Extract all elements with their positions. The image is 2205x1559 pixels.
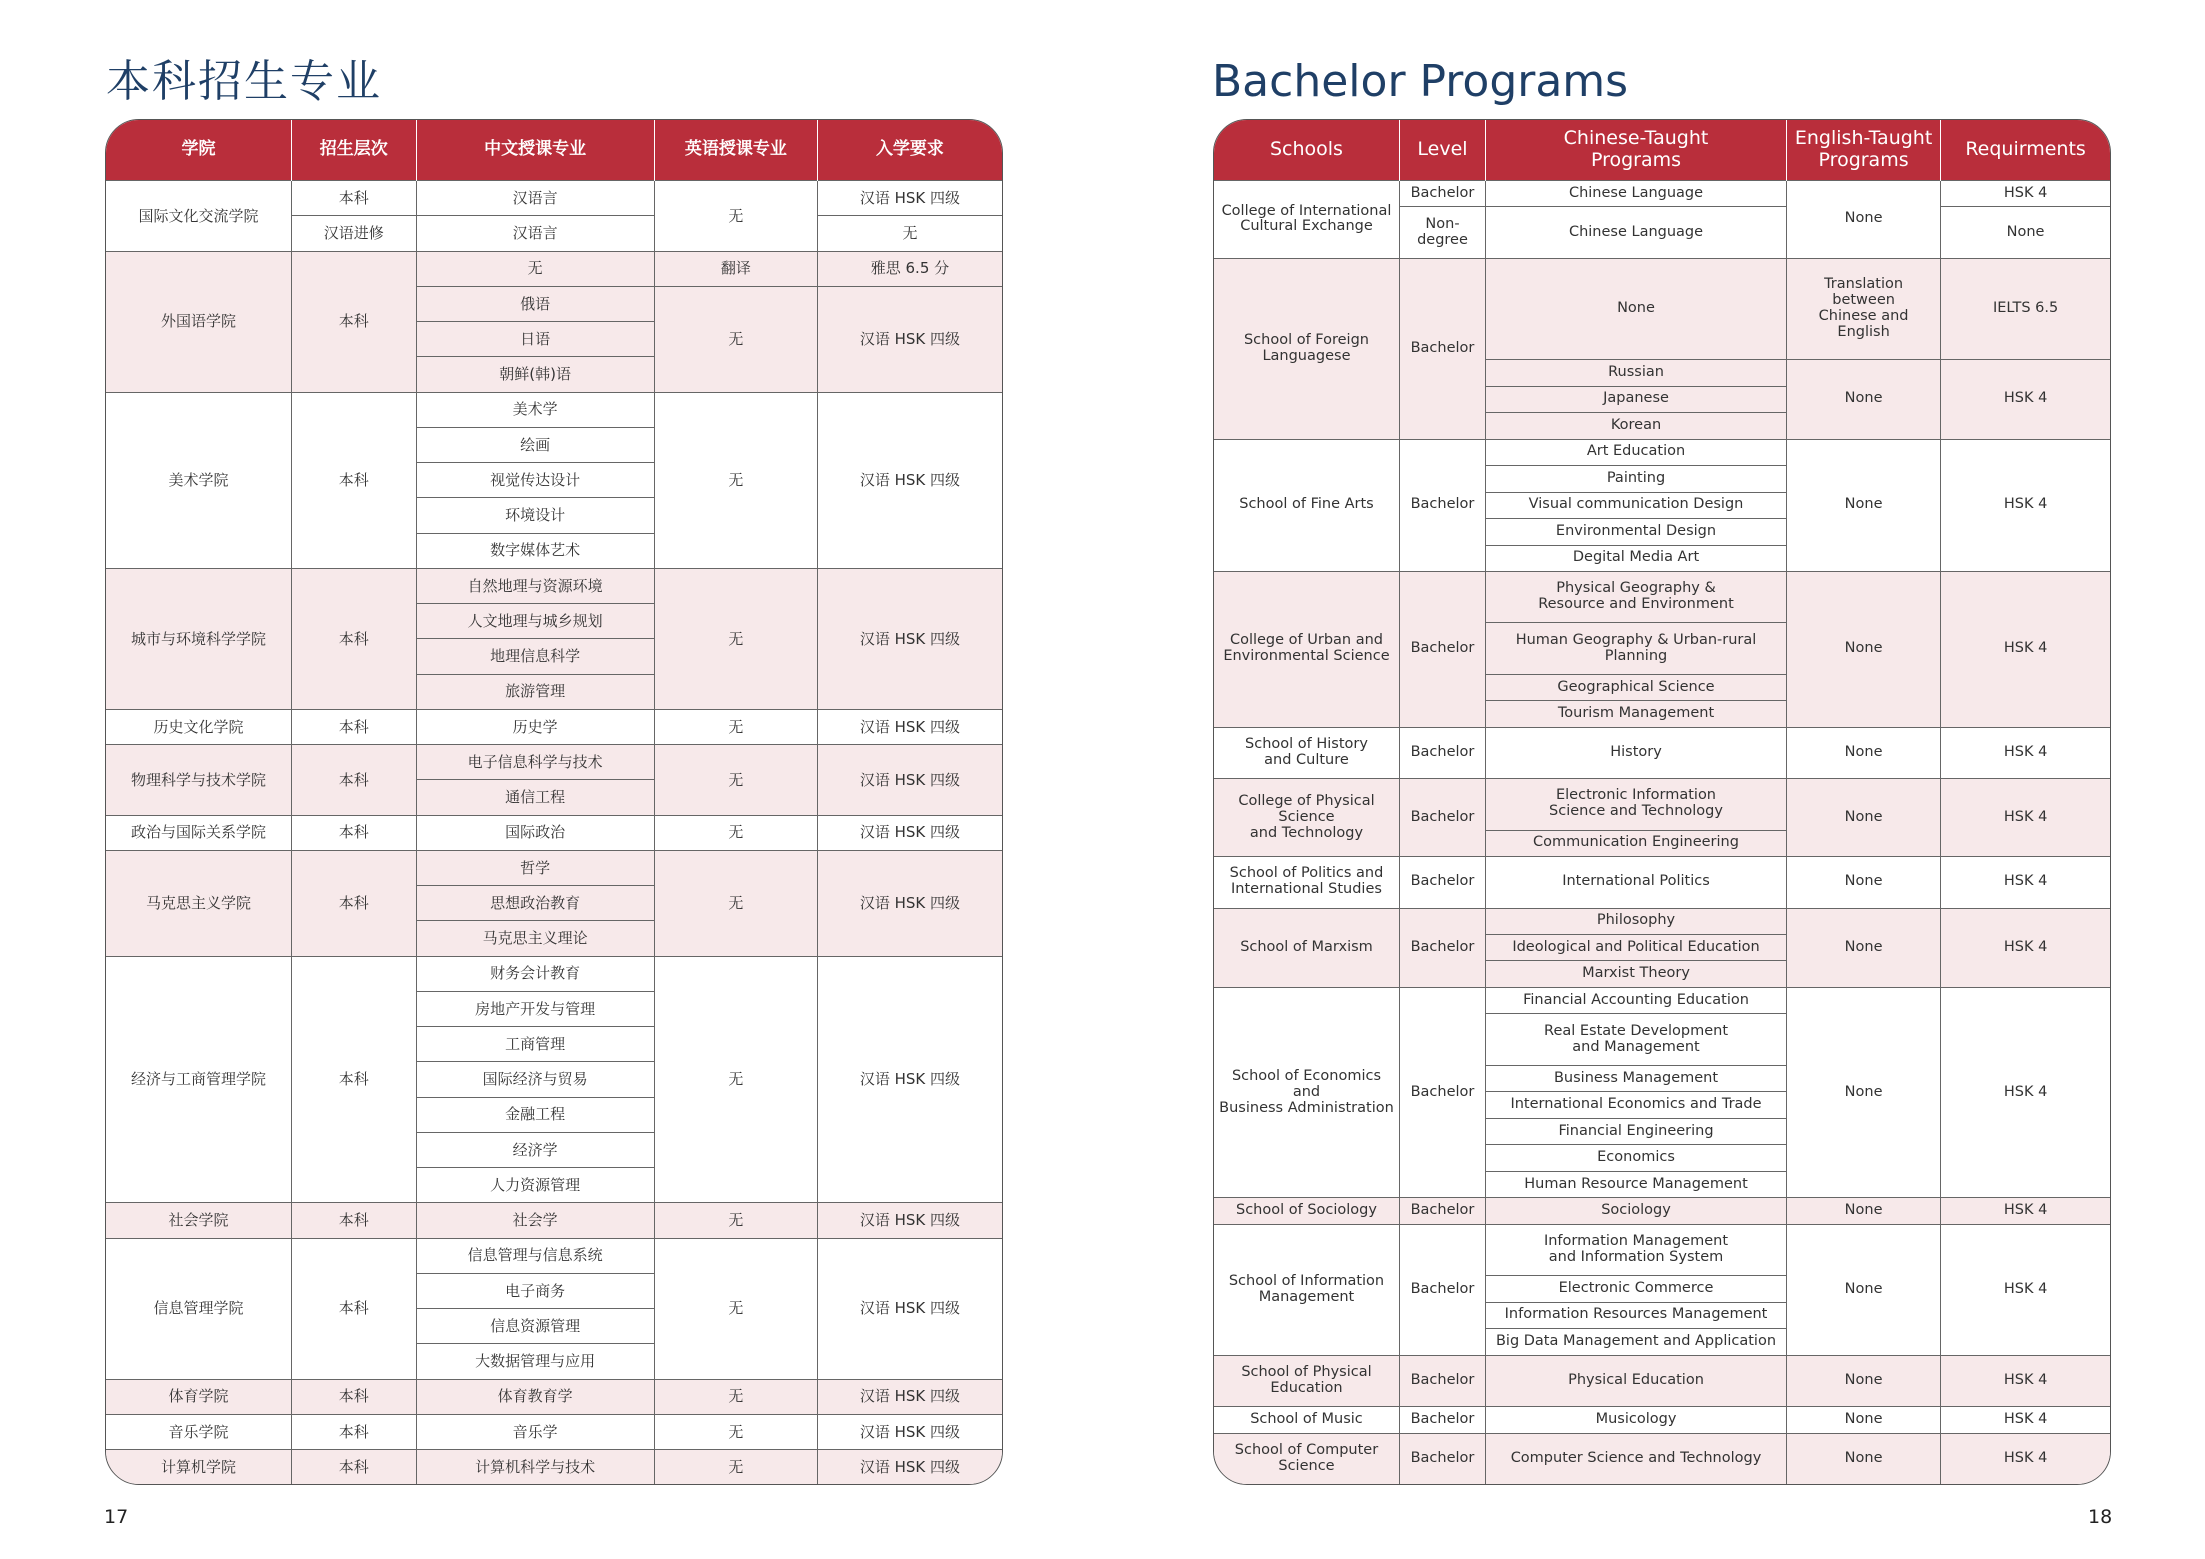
cell-requirement: 汉语 HSK 四级: [817, 1238, 1002, 1379]
cell-english-program: None: [1787, 779, 1941, 857]
cell-requirement: 汉语 HSK 四级: [817, 850, 1002, 956]
cell-chinese-program: 财务会计教育: [416, 956, 654, 991]
cell-chinese-program: 经济学: [416, 1132, 654, 1167]
cell-chinese-program: 美术学: [416, 392, 654, 427]
cell-chinese-program: Human Resource Management: [1485, 1171, 1786, 1197]
table-row: [1214, 779, 2110, 830]
cell-requirement: 汉语 HSK 四级: [817, 1379, 1002, 1414]
table-row: [106, 1203, 1002, 1238]
cell-school: School of Economics and Business Administration: [1214, 987, 1399, 1197]
cell-english-program: None: [1787, 857, 1941, 908]
cell-level: Bachelor: [1399, 572, 1485, 728]
cell-chinese-program: Financial Accounting Education: [1485, 987, 1786, 1013]
cell-requirement: HSK 4: [1941, 572, 2110, 728]
table-row: [106, 1450, 1002, 1485]
cell-school: School of Music: [1214, 1407, 1399, 1433]
cell-chinese-program: Human Geography & Urban-rural Planning: [1485, 623, 1786, 674]
header-requirements: 入学要求: [817, 120, 1002, 181]
cell-chinese-program: Sociology: [1485, 1198, 1786, 1224]
cell-chinese-program: Physical Geography & Resource and Environment: [1485, 572, 1786, 623]
cell-chinese-program: Electronic Commerce: [1485, 1276, 1786, 1302]
programs-table-chinese: [106, 120, 1002, 1484]
cell-chinese-program: 计算机科学与技术: [416, 1450, 654, 1485]
programs-table-english: [1214, 120, 2110, 1484]
cell-school: 经济与工商管理学院: [106, 956, 291, 1203]
cell-chinese-program: Art Education: [1485, 439, 1786, 465]
cell-chinese-program: 日语: [416, 322, 654, 357]
header-requirements: Requirments: [1941, 120, 2110, 181]
cell-english-program: 无: [654, 956, 817, 1203]
cell-level: 本科: [291, 181, 416, 216]
cell-chinese-program: 社会学: [416, 1203, 654, 1238]
cell-level: 本科: [291, 1203, 416, 1238]
cell-chinese-program: 无: [416, 251, 654, 286]
cell-chinese-program: Degital Media Art: [1485, 545, 1786, 571]
cell-level: 本科: [291, 392, 416, 568]
table-row: [1214, 1407, 2110, 1433]
cell-chinese-program: 金融工程: [416, 1097, 654, 1132]
cell-requirement: 汉语 HSK 四级: [817, 286, 1002, 392]
cell-school: 计算机学院: [106, 1450, 291, 1485]
cell-english-program: 无: [654, 850, 817, 956]
cell-school: School of Marxism: [1214, 908, 1399, 987]
cell-chinese-program: 环境设计: [416, 498, 654, 533]
cell-english-program: Translation between Chinese and English: [1787, 258, 1941, 359]
cell-chinese-program: 马克思主义理论: [416, 921, 654, 956]
cell-chinese-program: Communication Engineering: [1485, 830, 1786, 856]
cell-level: Non-degree: [1399, 207, 1485, 258]
cell-requirement: HSK 4: [1941, 779, 2110, 857]
cell-chinese-program: Environmental Design: [1485, 519, 1786, 545]
cell-school: 体育学院: [106, 1379, 291, 1414]
cell-level: Bachelor: [1399, 181, 1485, 207]
cell-school: School of Fine Arts: [1214, 439, 1399, 571]
header-english-programs: English-Taught Programs: [1787, 120, 1941, 181]
table-row: [106, 1414, 1002, 1449]
cell-chinese-program: 自然地理与资源环境: [416, 568, 654, 603]
cell-school: School of Sociology: [1214, 1198, 1399, 1224]
cell-school: School of Politics and International Studies: [1214, 857, 1399, 908]
cell-requirement: HSK 4: [1941, 1355, 2110, 1406]
cell-requirement: 汉语 HSK 四级: [817, 956, 1002, 1203]
cell-english-program: None: [1787, 181, 1941, 259]
cell-chinese-program: Korean: [1485, 413, 1786, 439]
cell-chinese-program: 视觉传达设计: [416, 463, 654, 498]
cell-level: Bachelor: [1399, 857, 1485, 908]
cell-chinese-program: 音乐学: [416, 1414, 654, 1449]
table-row: [1214, 857, 2110, 908]
cell-school: School of Physical Education: [1214, 1355, 1399, 1406]
cell-requirement: HSK 4: [1941, 1407, 2110, 1433]
header-level: 招生层次: [291, 120, 416, 181]
header-school: Schools: [1214, 120, 1399, 181]
cell-english-program: 无: [654, 568, 817, 709]
cell-chinese-program: 工商管理: [416, 1027, 654, 1062]
cell-level: Bachelor: [1399, 1407, 1485, 1433]
cell-english-program: None: [1787, 1407, 1941, 1433]
cell-school: 社会学院: [106, 1203, 291, 1238]
table-row: [106, 251, 1002, 286]
page-number-right: 18: [2088, 1506, 2113, 1528]
cell-english-program: 无: [654, 392, 817, 568]
cell-chinese-program: Marxist Theory: [1485, 961, 1786, 987]
table-row: [106, 1379, 1002, 1414]
cell-requirement: 无: [817, 216, 1002, 251]
cell-requirement: 汉语 HSK 四级: [817, 709, 1002, 744]
cell-english-program: None: [1787, 1355, 1941, 1406]
cell-chinese-program: 房地产开发与管理: [416, 991, 654, 1026]
cell-chinese-program: 哲学: [416, 850, 654, 885]
cell-level: Bachelor: [1399, 779, 1485, 857]
cell-chinese-program: Economics: [1485, 1145, 1786, 1171]
cell-school: School of Information Management: [1214, 1224, 1399, 1355]
cell-school: 美术学院: [106, 392, 291, 568]
cell-chinese-program: 国际经济与贸易: [416, 1062, 654, 1097]
cell-level: Bachelor: [1399, 1224, 1485, 1355]
cell-chinese-program: 数字媒体艺术: [416, 533, 654, 568]
cell-requirement: 雅思 6.5 分: [817, 251, 1002, 286]
cell-level: Bachelor: [1399, 258, 1485, 439]
cell-requirement: 汉语 HSK 四级: [817, 815, 1002, 850]
table-row: [106, 1238, 1002, 1273]
cell-level: 本科: [291, 850, 416, 956]
cell-chinese-program: Geographical Science: [1485, 674, 1786, 700]
cell-chinese-program: 通信工程: [416, 780, 654, 815]
table-row: [1214, 727, 2110, 778]
cell-chinese-program: None: [1485, 258, 1786, 359]
cell-level: 本科: [291, 709, 416, 744]
cell-chinese-program: Information Resources Management: [1485, 1302, 1786, 1328]
cell-chinese-program: International Politics: [1485, 857, 1786, 908]
cell-chinese-program: Big Data Management and Application: [1485, 1329, 1786, 1355]
cell-school: College of International Cultural Exchange: [1214, 181, 1399, 259]
cell-school: College of Physical Science and Technology: [1214, 779, 1399, 857]
cell-level: 本科: [291, 1238, 416, 1379]
cell-level: Bachelor: [1399, 1198, 1485, 1224]
cell-english-program: 无: [654, 1203, 817, 1238]
cell-chinese-program: History: [1485, 727, 1786, 778]
cell-english-program: None: [1787, 727, 1941, 778]
cell-chinese-program: Electronic Information Science and Technology: [1485, 779, 1786, 830]
cell-chinese-program: Russian: [1485, 360, 1786, 386]
cell-chinese-program: Computer Science and Technology: [1485, 1433, 1786, 1484]
cell-level: Bachelor: [1399, 987, 1485, 1197]
cell-chinese-program: 信息管理与信息系统: [416, 1238, 654, 1273]
table-header-row: [106, 120, 1002, 181]
page-number-left: 17: [104, 1506, 129, 1528]
page-title-left: 本科招生专业: [106, 56, 382, 107]
table-row: [1214, 987, 2110, 1013]
cell-requirement: 汉语 HSK 四级: [817, 745, 1002, 816]
table-row: [1214, 908, 2110, 934]
cell-requirement: HSK 4: [1941, 439, 2110, 571]
cell-requirement: HSK 4: [1941, 1198, 2110, 1224]
cell-chinese-program: Musicology: [1485, 1407, 1786, 1433]
cell-school: 马克思主义学院: [106, 850, 291, 956]
cell-chinese-program: Ideological and Political Education: [1485, 935, 1786, 961]
cell-chinese-program: Painting: [1485, 466, 1786, 492]
cell-level: 本科: [291, 815, 416, 850]
cell-level: Bachelor: [1399, 727, 1485, 778]
cell-chinese-program: 国际政治: [416, 815, 654, 850]
cell-requirement: HSK 4: [1941, 360, 2110, 439]
cell-level: 本科: [291, 1414, 416, 1449]
cell-requirement: HSK 4: [1941, 987, 2110, 1197]
cell-english-program: 无: [654, 745, 817, 816]
page-title-right: Bachelor Programs: [1212, 56, 1629, 107]
table-row: [106, 956, 1002, 991]
cell-level: 本科: [291, 745, 416, 816]
cell-requirement: 汉语 HSK 四级: [817, 568, 1002, 709]
cell-level: 汉语进修: [291, 216, 416, 251]
cell-chinese-program: Business Management: [1485, 1065, 1786, 1091]
cell-chinese-program: 朝鲜(韩)语: [416, 357, 654, 392]
cell-chinese-program: Financial Engineering: [1485, 1118, 1786, 1144]
cell-level: 本科: [291, 956, 416, 1203]
cell-school: 外国语学院: [106, 251, 291, 392]
table-row: [106, 850, 1002, 885]
cell-level: Bachelor: [1399, 1355, 1485, 1406]
cell-level: 本科: [291, 1379, 416, 1414]
cell-chinese-program: 历史学: [416, 709, 654, 744]
cell-school: 物理科学与技术学院: [106, 745, 291, 816]
cell-school: 音乐学院: [106, 1414, 291, 1449]
cell-chinese-program: 人文地理与城乡规划: [416, 604, 654, 639]
cell-school: School of Computer Science: [1214, 1433, 1399, 1484]
table-row: [1214, 572, 2110, 623]
cell-requirement: 汉语 HSK 四级: [817, 1450, 1002, 1485]
cell-school: 国际文化交流学院: [106, 181, 291, 252]
cell-school: School of History and Culture: [1214, 727, 1399, 778]
cell-english-program: None: [1787, 1433, 1941, 1484]
header-chinese-programs: Chinese-Taught Programs: [1485, 120, 1786, 181]
table-row: [106, 709, 1002, 744]
header-level: Level: [1399, 120, 1485, 181]
cell-chinese-program: Visual communication Design: [1485, 492, 1786, 518]
table-row: [1214, 1433, 2110, 1484]
cell-school: 历史文化学院: [106, 709, 291, 744]
cell-requirement: HSK 4: [1941, 1224, 2110, 1355]
table-header-row: [1214, 120, 2110, 181]
programs-table-english-wrapper: [1213, 119, 2111, 1485]
cell-english-program: 无: [654, 1414, 817, 1449]
cell-english-program: None: [1787, 360, 1941, 439]
table-row: [1214, 1224, 2110, 1275]
cell-chinese-program: 体育教育学: [416, 1379, 654, 1414]
cell-requirement: HSK 4: [1941, 727, 2110, 778]
cell-chinese-program: Chinese Language: [1485, 207, 1786, 258]
cell-chinese-program: Chinese Language: [1485, 181, 1786, 207]
cell-chinese-program: International Economics and Trade: [1485, 1092, 1786, 1118]
cell-english-program: 无: [654, 181, 817, 252]
cell-chinese-program: Tourism Management: [1485, 701, 1786, 727]
cell-english-program: 无: [654, 1450, 817, 1485]
cell-chinese-program: Real Estate Development and Management: [1485, 1014, 1786, 1065]
table-row: [1214, 258, 2110, 359]
cell-requirement: None: [1941, 207, 2110, 258]
cell-english-program: None: [1787, 987, 1941, 1197]
cell-level: 本科: [291, 1450, 416, 1485]
cell-requirement: HSK 4: [1941, 181, 2110, 207]
cell-english-program: None: [1787, 572, 1941, 728]
cell-chinese-program: 电子信息科学与技术: [416, 745, 654, 780]
table-row: [1214, 1355, 2110, 1406]
cell-requirement: IELTS 6.5: [1941, 258, 2110, 359]
cell-english-program: None: [1787, 439, 1941, 571]
cell-requirement: 汉语 HSK 四级: [817, 181, 1002, 216]
table-row: [1214, 1198, 2110, 1224]
cell-english-program: 翻译: [654, 251, 817, 286]
header-chinese-programs: 中文授课专业: [416, 120, 654, 181]
cell-requirement: 汉语 HSK 四级: [817, 1203, 1002, 1238]
cell-requirement: 汉语 HSK 四级: [817, 1414, 1002, 1449]
cell-level: Bachelor: [1399, 908, 1485, 987]
cell-chinese-program: 汉语言: [416, 181, 654, 216]
cell-school: College of Urban and Environmental Science: [1214, 572, 1399, 728]
cell-chinese-program: Philosophy: [1485, 908, 1786, 934]
cell-requirement: HSK 4: [1941, 857, 2110, 908]
cell-school: School of Foreign Languagese: [1214, 258, 1399, 439]
table-row: [106, 181, 1002, 216]
cell-english-program: None: [1787, 908, 1941, 987]
cell-chinese-program: 地理信息科学: [416, 639, 654, 674]
cell-english-program: 无: [654, 286, 817, 392]
table-row: [106, 568, 1002, 603]
cell-level: Bachelor: [1399, 1433, 1485, 1484]
cell-school: 政治与国际关系学院: [106, 815, 291, 850]
programs-table-body: [1214, 181, 2110, 1485]
header-school: 学院: [106, 120, 291, 181]
cell-level: 本科: [291, 251, 416, 392]
cell-english-program: 无: [654, 1238, 817, 1379]
cell-school: 信息管理学院: [106, 1238, 291, 1379]
cell-english-program: 无: [654, 1379, 817, 1414]
cell-level: 本科: [291, 568, 416, 709]
cell-chinese-program: 大数据管理与应用: [416, 1344, 654, 1379]
table-row: [106, 392, 1002, 427]
cell-requirement: HSK 4: [1941, 1433, 2110, 1484]
table-row: [1214, 181, 2110, 207]
header-english-programs: 英语授课专业: [654, 120, 817, 181]
cell-chinese-program: 信息资源管理: [416, 1309, 654, 1344]
cell-chinese-program: 俄语: [416, 286, 654, 321]
cell-chinese-program: 旅游管理: [416, 674, 654, 709]
table-row: [1214, 439, 2110, 465]
cell-chinese-program: 电子商务: [416, 1273, 654, 1308]
cell-chinese-program: 汉语言: [416, 216, 654, 251]
cell-english-program: None: [1787, 1198, 1941, 1224]
cell-chinese-program: 思想政治教育: [416, 886, 654, 921]
cell-english-program: 无: [654, 815, 817, 850]
cell-level: Bachelor: [1399, 439, 1485, 571]
cell-requirement: HSK 4: [1941, 908, 2110, 987]
table-row: [106, 745, 1002, 780]
cell-school: 城市与环境科学学院: [106, 568, 291, 709]
programs-table-body: [106, 181, 1002, 1485]
table-row: [106, 815, 1002, 850]
cell-requirement: 汉语 HSK 四级: [817, 392, 1002, 568]
cell-chinese-program: Japanese: [1485, 386, 1786, 412]
cell-chinese-program: Information Management and Information System: [1485, 1224, 1786, 1275]
programs-table-chinese-wrapper: [105, 119, 1003, 1485]
cell-chinese-program: 人力资源管理: [416, 1168, 654, 1203]
cell-chinese-program: Physical Education: [1485, 1355, 1786, 1406]
cell-chinese-program: 绘画: [416, 427, 654, 462]
cell-english-program: 无: [654, 709, 817, 744]
cell-english-program: None: [1787, 1224, 1941, 1355]
